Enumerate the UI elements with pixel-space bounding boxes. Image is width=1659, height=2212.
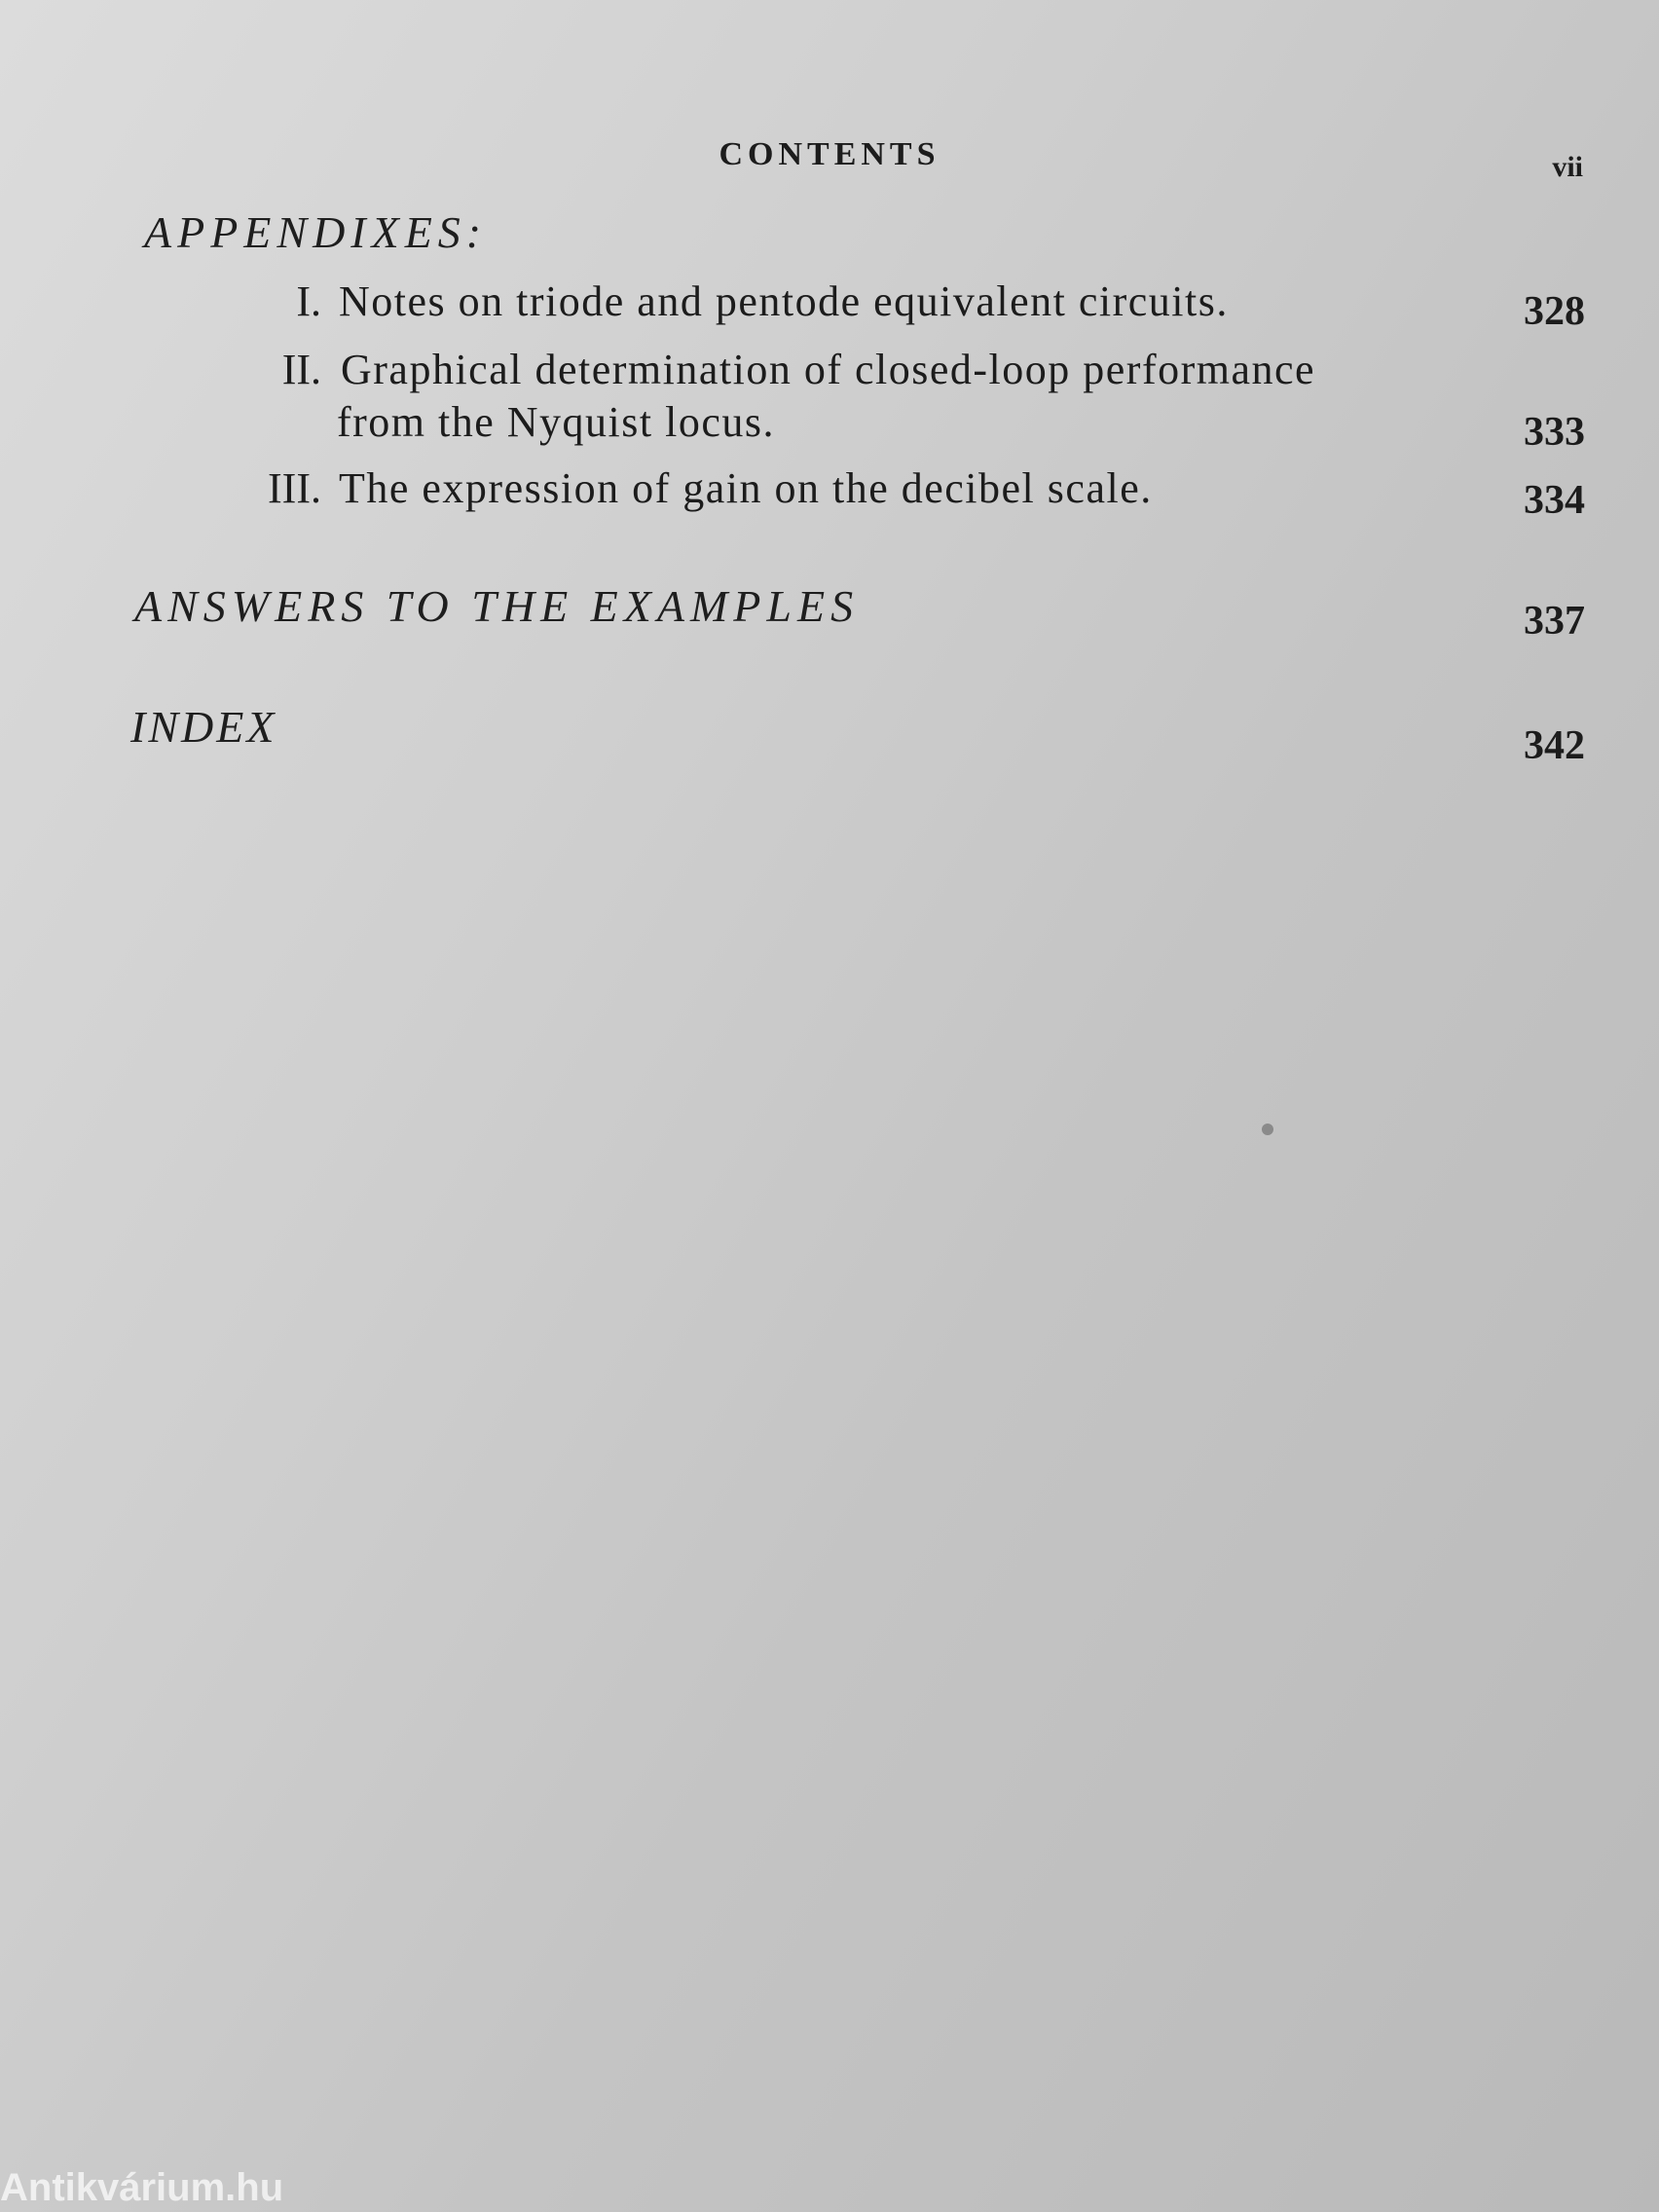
- appendix-1-numeral: I.: [296, 277, 321, 325]
- appendix-3-numeral: III.: [268, 464, 321, 512]
- answers-heading: ANSWERS TO THE EXAMPLES: [134, 581, 860, 631]
- appendix-2-title-line-1: Graphical determination of closed-loop performance: [341, 346, 1316, 393]
- paper-speck: [1262, 1124, 1273, 1135]
- watermark-text: Antikvárium.hu: [0, 2166, 284, 2209]
- appendix-2-title-line-2: from the Nyquist locus.: [337, 398, 776, 446]
- index-page: 342: [1524, 723, 1585, 768]
- page-number: vii: [1552, 151, 1583, 183]
- answers-page: 337: [1524, 599, 1585, 644]
- appendix-2-numeral: II.: [281, 346, 321, 393]
- appendix-2-page: 333: [1524, 410, 1585, 455]
- appendix-1-page: 328: [1524, 289, 1585, 334]
- appendix-3-title: The expression of gain on the decibel scale.: [339, 464, 1153, 512]
- running-head: CONTENTS: [719, 136, 940, 172]
- appendix-1-title: Notes on triode and pentode equivalent circuits.: [339, 277, 1229, 325]
- appendixes-heading: APPENDIXES:: [144, 207, 488, 257]
- index-heading: INDEX: [130, 702, 277, 752]
- appendix-3-page: 334: [1524, 478, 1585, 523]
